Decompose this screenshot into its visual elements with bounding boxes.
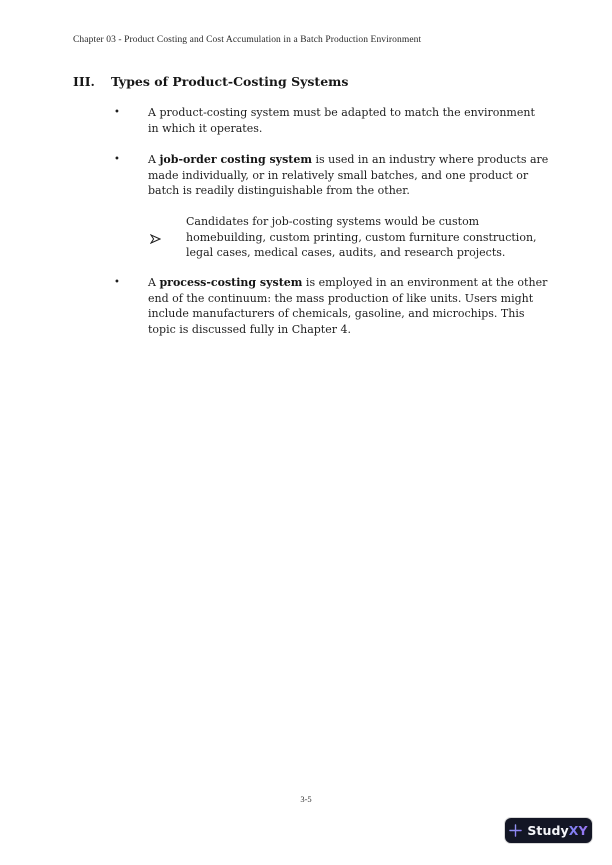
text-line: include manufacturers of chemicals, gasoline, and microchips. This: [148, 307, 525, 320]
section-heading: [73, 74, 348, 89]
sub-bullet-text: [186, 214, 537, 261]
bullet-icon: •: [114, 154, 120, 165]
text-line: made individually, or in relatively small batches, and one product or: [148, 168, 529, 182]
brand-study: Study: [527, 823, 569, 838]
text-line: in which it operates.: [148, 121, 263, 135]
text-line: homebuilding, custom printing, custom furniture construction,: [186, 230, 537, 244]
text-segment: A: [148, 276, 160, 289]
section-number: III.: [73, 74, 95, 89]
text-line: [148, 152, 548, 168]
plus-icon: [509, 824, 522, 837]
sub-bullet-item: [150, 214, 537, 261]
text-line: legal cases, medical cases, audits, and research projects.: [186, 246, 506, 259]
bold-term: job-order costing system: [159, 153, 312, 166]
text-segment: is employed in an environment at the other: [302, 276, 548, 289]
text-line: Candidates for job-costing systems would be custom: [186, 215, 480, 228]
arrowhead-bullet-icon: [150, 214, 186, 261]
bullet-item: [114, 275, 547, 337]
text-line: [148, 275, 547, 291]
bullet-text: [148, 152, 548, 199]
bullet-icon: •: [114, 277, 120, 288]
bullet-item: [114, 105, 535, 136]
bullet-text: [148, 275, 547, 337]
studyxy-badge[interactable]: [505, 818, 592, 843]
text-line: topic is discussed fully in Chapter 4.: [148, 322, 351, 336]
text-line: batch is readily distinguishable from the other.: [148, 184, 410, 197]
bullet-text: [148, 105, 535, 136]
brand-xy: XY: [568, 823, 588, 838]
text-segment: is used in an industry where products are: [311, 153, 549, 166]
page-number: 3-5: [300, 794, 312, 804]
text-segment: A: [148, 153, 160, 166]
bullet-icon: •: [114, 107, 120, 118]
text-line: end of the continuum: the mass production of like units. Users might: [148, 291, 534, 305]
section-title: Types of Product-Costing Systems: [111, 74, 349, 89]
bullet-item: [114, 152, 548, 199]
bold-term: process-costing system: [159, 276, 303, 289]
brand-wordmark: [527, 823, 587, 838]
running-header: Chapter 03 - Product Costing and Cost Accumulation in a Batch Production Environment: [73, 35, 422, 45]
text-line: A product-costing system must be adapted to match the environment: [148, 106, 535, 119]
